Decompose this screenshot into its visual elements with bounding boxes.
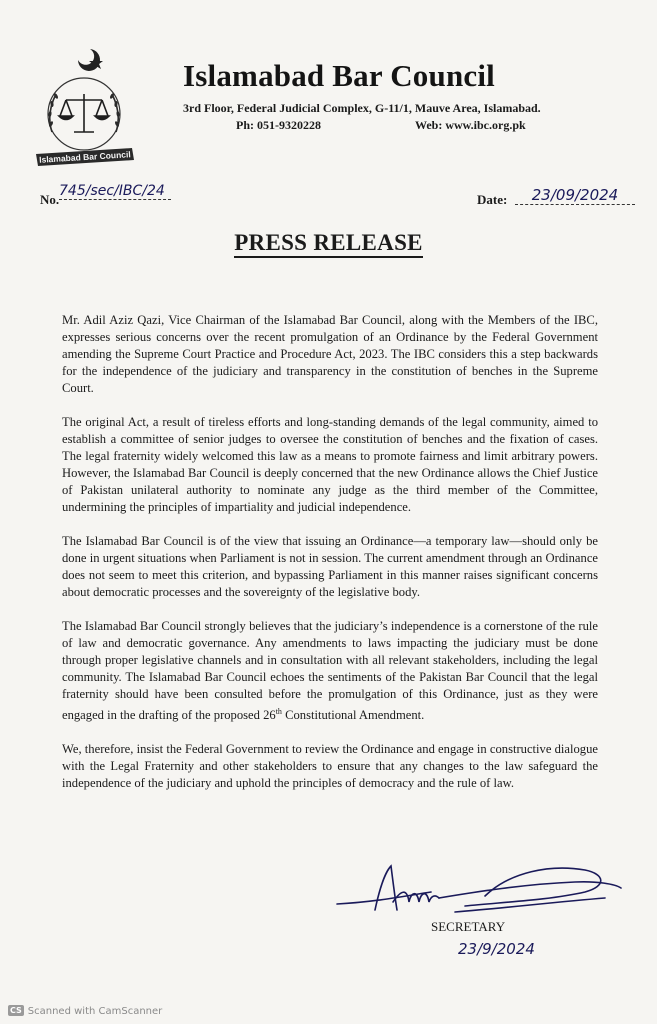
seal-lettering: Islamabad Bar Council	[38, 149, 131, 165]
organization-website: Web: www.ibc.org.pk	[415, 118, 526, 132]
camscanner-logo-icon: CS	[10, 1006, 22, 1015]
scanner-watermark-text: Scanned with CamScanner	[27, 1006, 163, 1017]
bar-council-seal-logo	[30, 42, 138, 172]
signature-date: 23/9/2024	[458, 940, 535, 958]
document-title	[0, 230, 657, 256]
press-release-body	[62, 312, 598, 809]
organization-phone: Ph: 051-9320228	[236, 118, 321, 132]
scanner-watermark	[8, 1005, 162, 1017]
organization-name: Islamabad Bar Council	[183, 58, 495, 93]
superscript-ordinal: th	[275, 707, 282, 716]
document-title-text: PRESS RELEASE	[234, 230, 423, 258]
body-paragraph	[62, 618, 598, 724]
reference-number-value: 745/sec/IBC/24	[59, 183, 171, 200]
paragraph-text: The Islamabad Bar Council strongly believes that the judiciary’s independence is a cornerstone of the rule of law and democratic governance. Any amendments to laws impacting the judiciary must be done through proper legislative channels and in consultation with all relevant stakeholders, including the legal community. The Islamabad Bar Council echoes the sentiments of the Pakistan Bar Council that the legal fraternity should have been consulted before the promulgation of this Ordinance, just as they were engaged in the drafting of the proposed 26	[62, 619, 598, 723]
date-label: Date:	[477, 192, 508, 207]
body-paragraph: The Islamabad Bar Council is of the view that issuing an Ordinance—a temporary law—should only be done in urgent situations when Parliament is not in session. The current amendment through an Ordinance does not seem to meet this criterion, and bypassing Parliament in this manner raises significant concerns about democratic processes and the sovereignty of the legislative body.	[62, 534, 598, 599]
body-paragraph: The original Act, a result of tireless efforts and long-standing demands of the legal community, aimed to establish a committee of senior judges to oversee the constitution of benches and the fixation of cases. The legal fraternity widely welcomed this law as a means to promote fairness and limit arbitrary powers. However, the Islamabad Bar Council is deeply concerned that the new Ordinance allows the Chief Justice of Pakistan unilateral authority to nominate any judge as the third member of the Committee, undermining the principles of impartiality and judicial independence.	[62, 415, 598, 514]
body-paragraph: We, therefore, insist the Federal Government to review the Ordinance and engage in constructive dialogue with the Legal Fraternity and other stakeholders to ensure that any changes to the law safeguard the independence of the judiciary and uphold the principles of democracy and the rule of law.	[62, 742, 598, 791]
body-paragraph: Mr. Adil Aziz Qazi, Vice Chairman of the Islamabad Bar Council, along with the Members of the IBC, expresses serious concerns over the recent promulgation of an Ordinance by the Federal Government amending the Supreme Court Practice and Procedure Act, 2023. The IBC considers this a step backwards for the independence of the judiciary and transparency in the constitution of benches in the Supreme Court.	[62, 313, 598, 395]
reference-number-label: No.	[40, 192, 60, 207]
date-value: 23/09/2024	[515, 186, 635, 205]
organization-address: 3rd Floor, Federal Judicial Complex, G-11/1, Mauve Area, Islamabad.	[183, 101, 541, 115]
handwritten-signature	[335, 862, 625, 922]
signatory-title: SECRETARY	[431, 919, 506, 934]
paragraph-text: Constitutional Amendment.	[281, 708, 425, 723]
